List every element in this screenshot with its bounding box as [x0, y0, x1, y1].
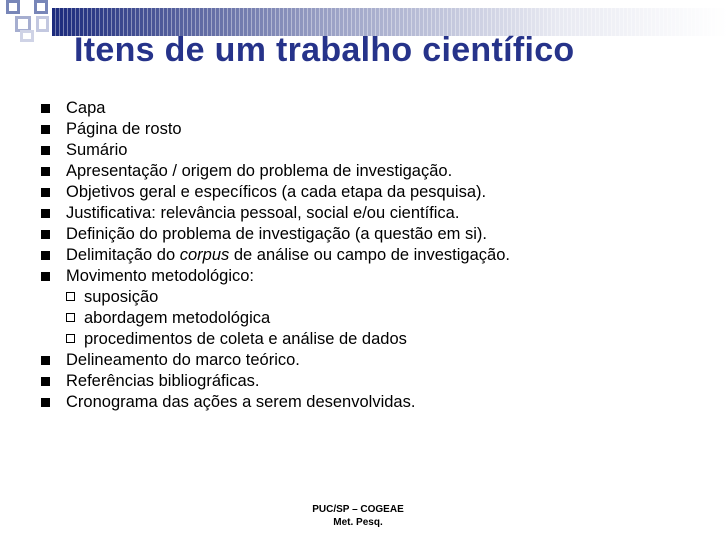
list-item — [0, 392, 728, 413]
list-item-emphasis: corpus — [179, 246, 230, 264]
list-item — [0, 245, 728, 266]
list-item-text: Referências bibliográficas. — [66, 372, 260, 390]
sub-list-item — [0, 287, 728, 308]
list-item — [0, 203, 728, 224]
list-item-text: Definição do problema de investigação (a questão em si). — [66, 225, 487, 243]
bullet-list — [0, 98, 728, 413]
slide-footer — [300, 503, 416, 529]
sub-list-item-text: procedimentos de coleta e análise de dados — [84, 330, 407, 348]
sub-list-item — [0, 308, 728, 329]
decorative-square-icon — [34, 0, 48, 14]
list-item-text-before: Delimitação do — [66, 246, 180, 264]
hollow-square-bullet-icon — [66, 313, 75, 322]
list-item-text: Objetivos geral e específicos (a cada etapa da pesquisa). — [66, 183, 487, 201]
square-bullet-icon — [41, 398, 50, 407]
square-bullet-icon — [41, 230, 50, 239]
sub-list-item — [0, 329, 728, 350]
slide-title: Itens de um trabalho científico — [74, 31, 575, 69]
square-bullet-icon — [41, 146, 50, 155]
list-item — [0, 350, 728, 371]
list-item — [0, 224, 728, 245]
list-item-text: Página de rosto — [66, 120, 182, 138]
square-bullet-icon — [41, 104, 50, 113]
list-item — [0, 98, 728, 119]
list-item — [0, 182, 728, 203]
decorative-square-icon — [36, 16, 49, 32]
list-item-text: Delineamento do marco teórico. — [66, 351, 300, 369]
square-bullet-icon — [41, 125, 50, 134]
list-item — [0, 371, 728, 392]
list-item-text: Cronograma das ações a serem desenvolvidas. — [66, 393, 416, 411]
list-item — [0, 119, 728, 140]
square-bullet-icon — [41, 377, 50, 386]
list-item — [0, 266, 728, 287]
list-item-text: Capa — [66, 99, 106, 117]
square-bullet-icon — [41, 272, 50, 281]
list-item — [0, 161, 728, 182]
list-item-text: Sumário — [66, 141, 128, 159]
sub-list-item-text: abordagem metodológica — [84, 309, 271, 327]
list-item — [0, 140, 728, 161]
hollow-square-bullet-icon — [66, 334, 75, 343]
hollow-square-bullet-icon — [66, 292, 75, 301]
list-item-text: Justificativa: relevância pessoal, social e/ou científica. — [66, 204, 460, 222]
decorative-square-icon — [20, 30, 34, 42]
list-item-text: Apresentação / origem do problema de investigação. — [66, 162, 453, 180]
square-bullet-icon — [41, 167, 50, 176]
footer-institution: PUC/SP – COGEAE — [312, 504, 404, 515]
square-bullet-icon — [41, 356, 50, 365]
list-item-text-after: de análise ou campo de investigação. — [229, 246, 510, 264]
square-bullet-icon — [41, 251, 50, 260]
square-bullet-icon — [41, 188, 50, 197]
list-item-text: Movimento metodológico: — [66, 267, 255, 285]
footer-course: Met. Pesq. — [333, 517, 383, 528]
sub-list-item-text: suposição — [84, 288, 159, 306]
decorative-square-icon — [6, 0, 20, 14]
square-bullet-icon — [41, 209, 50, 218]
